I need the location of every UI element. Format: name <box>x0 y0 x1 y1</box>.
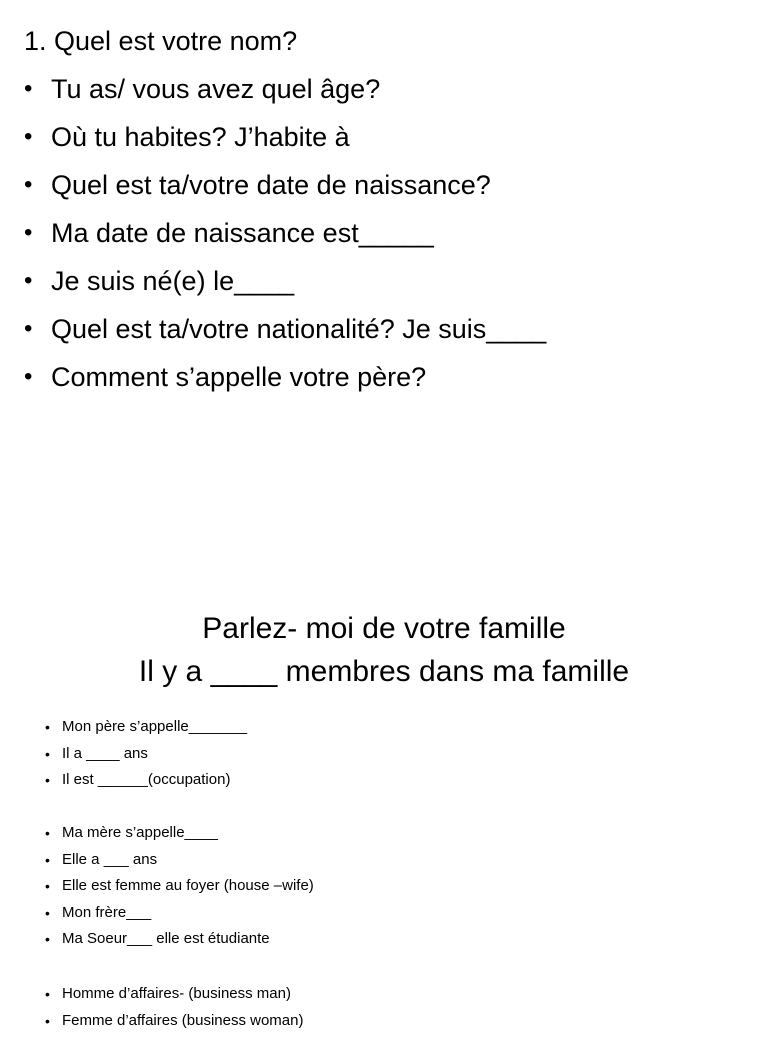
list-item <box>0 903 768 930</box>
question-text: Comment s’appelle votre père? <box>51 360 426 394</box>
list-item <box>0 216 768 264</box>
bullet-icon: • <box>24 72 32 106</box>
list-item-text: Mon père s’appelle_______ <box>62 717 247 737</box>
list-item-text: Femme d’affaires (business woman) <box>62 1011 303 1031</box>
question-text: Je suis né(e) le____ <box>51 264 294 298</box>
list-item <box>0 744 768 771</box>
question-heading: 1. Quel est votre nom? <box>24 24 297 58</box>
question-list <box>0 72 768 408</box>
bullet-icon: • <box>24 216 32 250</box>
bullet-icon: • <box>45 770 50 790</box>
bullet-icon: • <box>24 168 32 202</box>
list-item <box>0 264 768 312</box>
question-text: Quel est ta/votre date de naissance? <box>51 168 491 202</box>
list-item <box>0 717 768 744</box>
list-item <box>0 72 768 120</box>
bullet-icon: • <box>45 876 50 896</box>
bullet-icon: • <box>45 717 50 737</box>
list-item-text: Mon frère___ <box>62 903 151 923</box>
bullet-icon: • <box>45 984 50 1004</box>
list-item <box>0 770 768 797</box>
list-item <box>0 312 768 360</box>
bullet-icon: • <box>45 744 50 764</box>
list-item-text: Elle a ___ ans <box>62 850 157 870</box>
list-item <box>0 929 768 956</box>
list-item-text: Homme d’affaires- (business man) <box>62 984 291 1004</box>
list-item-text: Il a ____ ans <box>62 744 148 764</box>
family-members-list <box>0 823 768 956</box>
father-list <box>0 717 768 797</box>
list-item-text: Il est ______(occupation) <box>62 770 230 790</box>
list-item-text: Ma Soeur___ elle est étudiante <box>62 929 270 949</box>
question-text: Ma date de naissance est_____ <box>51 216 434 250</box>
question-text: Tu as/ vous avez quel âge? <box>51 72 380 106</box>
list-item <box>0 120 768 168</box>
slide-title: Parlez- moi de votre famille <box>0 609 768 649</box>
slide-subtitle: Il y a ____ membres dans ma famille <box>0 652 768 692</box>
bullet-icon: • <box>45 850 50 870</box>
list-item-text: Ma mère s’appelle____ <box>62 823 218 843</box>
bullet-icon: • <box>45 823 50 843</box>
bullet-icon: • <box>24 312 32 346</box>
bullet-icon: • <box>45 903 50 923</box>
list-item-text: Elle est femme au foyer (house –wife) <box>62 876 314 896</box>
bullet-icon: • <box>24 120 32 154</box>
bullet-icon: • <box>45 929 50 949</box>
question-text: Où tu habites? J’habite à <box>51 120 350 154</box>
bullet-icon: • <box>24 360 32 394</box>
list-item <box>0 876 768 903</box>
list-item <box>0 850 768 877</box>
list-item <box>0 168 768 216</box>
question-text: Quel est ta/votre nationalité? Je suis____ <box>51 312 546 346</box>
vocabulary-list <box>0 984 768 1037</box>
list-item <box>0 984 768 1011</box>
list-item <box>0 360 768 408</box>
list-item <box>0 823 768 850</box>
bullet-icon: • <box>24 264 32 298</box>
bullet-icon: • <box>45 1011 50 1031</box>
